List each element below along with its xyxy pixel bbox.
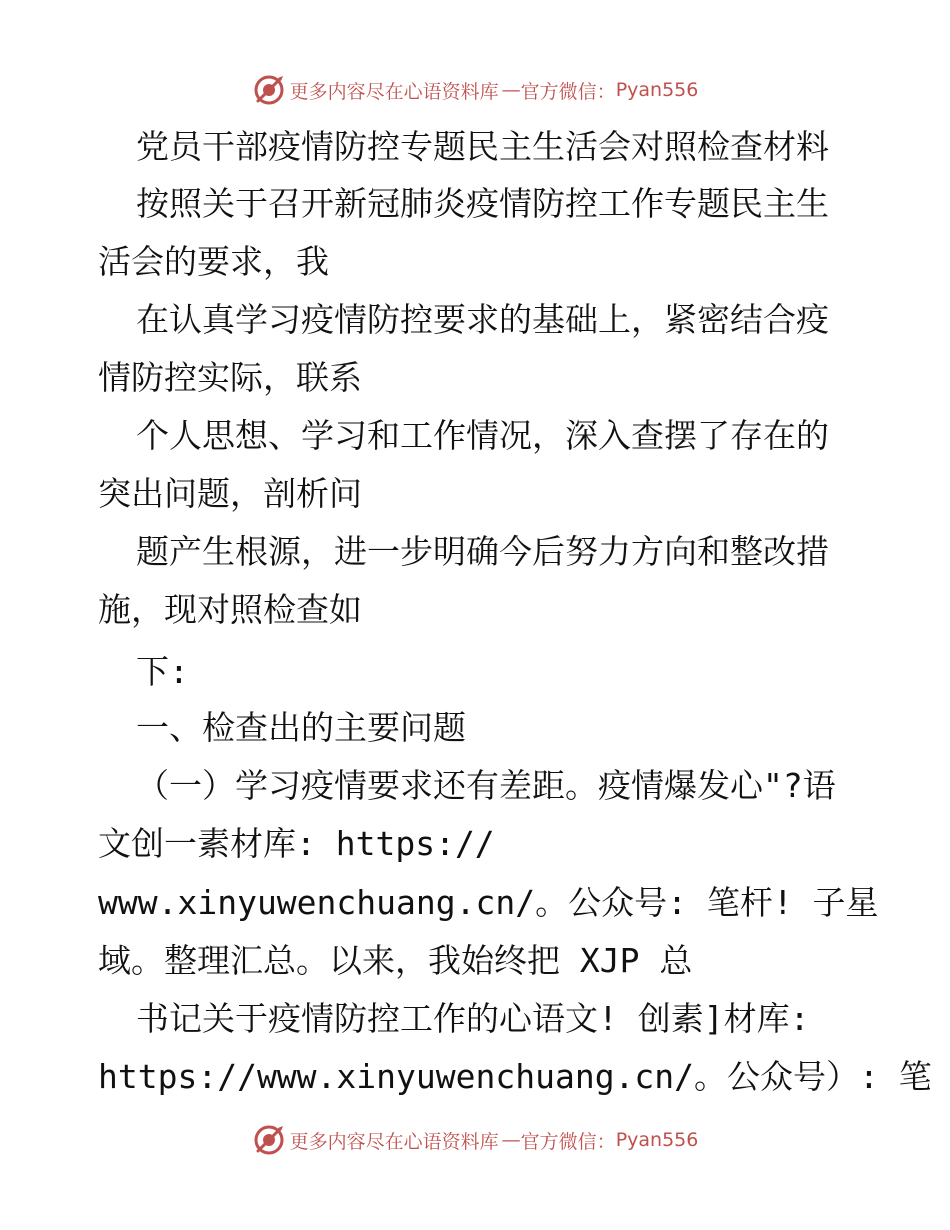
banner-prefix: 更多内容尽在心语资料库 (289, 80, 499, 103)
text-line: 在认真学习疫情防控要求的基础上，紧密结合疫 (136, 300, 829, 339)
text-line: 文创一素材库: https:// (98, 824, 495, 863)
logo-icon (252, 73, 286, 107)
text-line: 题产生根源，进一步明确今后努力方向和整改措 (136, 532, 829, 571)
banner-official: 官方微信： (520, 1130, 616, 1153)
text-line: 情防控实际，联系 (98, 358, 362, 397)
banner-dash: — (501, 1129, 518, 1151)
text-line: 活会的要求，我 (98, 242, 329, 281)
banner-wechat-id: Pyan556 (615, 79, 699, 101)
text-line: 突出问题，剖析问 (98, 474, 362, 513)
watermark-banner-top (0, 70, 950, 110)
text-line: 下: (136, 652, 189, 691)
banner-dash: — (501, 79, 518, 101)
logo-icon (252, 1123, 286, 1157)
text-line: 个人思想、学习和工作情况，深入查摆了存在的 (136, 416, 829, 455)
text-line: www.xinyuwenchuang.cn/。公众号: 笔杆! 子星 (98, 883, 879, 922)
text-line: https://www.xinyuwenchuang.cn/。公众号）: 笔 (98, 1057, 932, 1096)
text-line: 按照关于召开新冠肺炎疫情防控工作专题民主生 (136, 184, 829, 223)
banner-wechat-id: Pyan556 (615, 1129, 699, 1151)
banner-prefix: 更多内容尽在心语资料库 (289, 1130, 499, 1153)
banner-official: 官方微信： (520, 80, 616, 103)
text-line: 书记关于疫情防控工作的心语文! 创素]材库: (136, 999, 810, 1038)
section-heading: 一、检查出的主要问题 (136, 708, 466, 747)
subsection-heading: （一）学习疫情要求还有差距。疫情爆发心"?语 (136, 766, 836, 805)
text-line: 域。整理汇总。以来，我始终把 XJP 总 (98, 941, 693, 980)
watermark-banner-bottom (0, 1120, 950, 1160)
document-title: 党员干部疫情防控专题民主生活会对照检查材料 (136, 127, 829, 166)
text-line: 施，现对照检查如 (98, 590, 362, 629)
